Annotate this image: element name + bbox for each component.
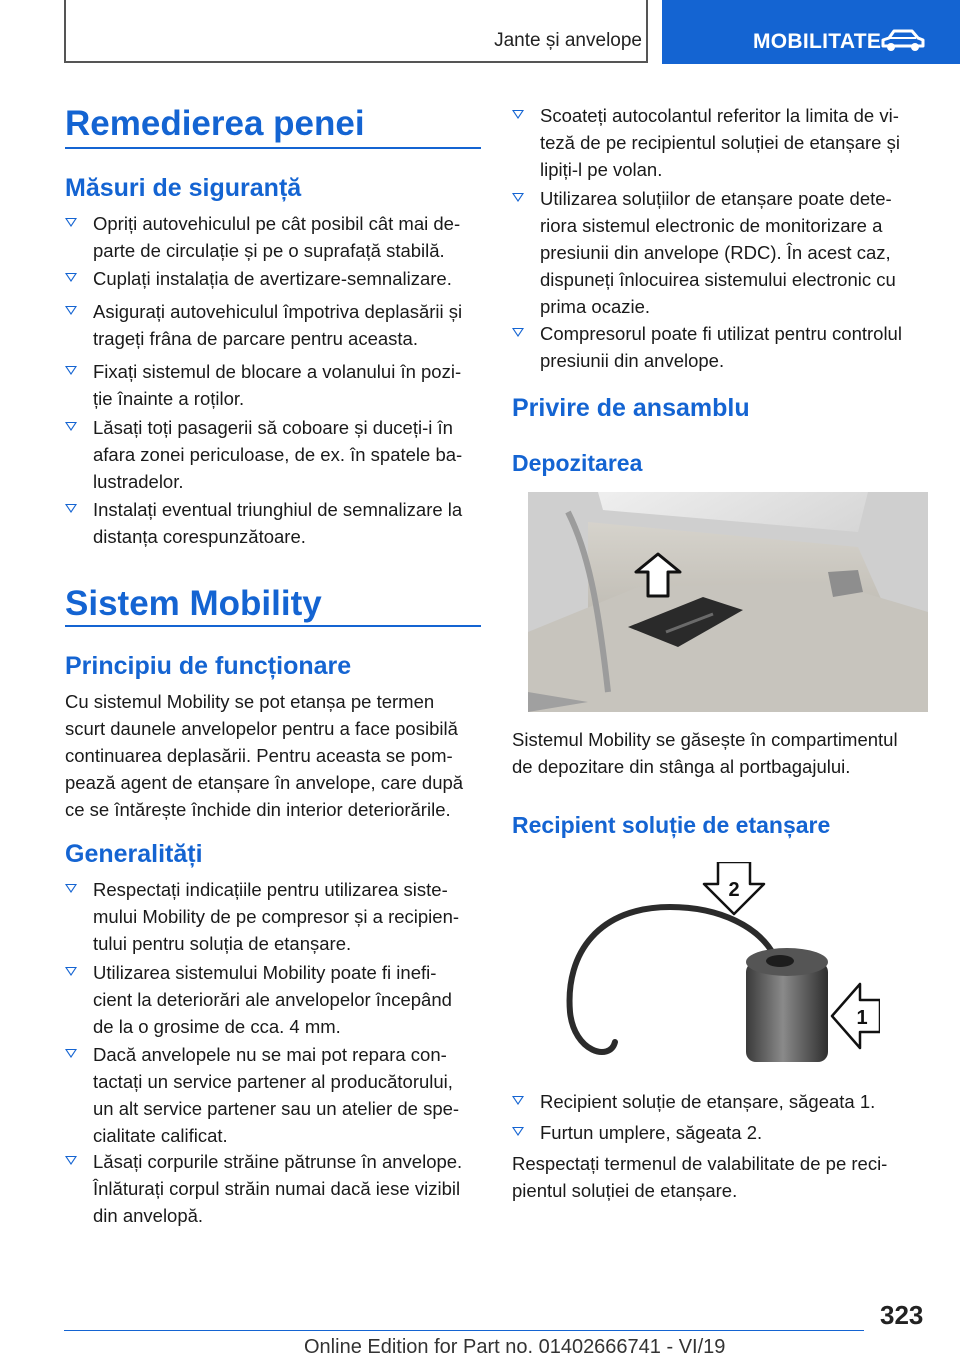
title-remediere: Remedierea penei (65, 104, 365, 143)
bullet-icon (512, 110, 524, 119)
list-item-text: Opriți autovehiculul pe cât posibil cât mai de- parte de circulație și pe o suprafață stabilă. (93, 213, 461, 261)
heading-principiu: Principiu de funcționare (65, 652, 352, 680)
bullet-icon (65, 218, 77, 227)
header-tab-mobilitate[interactable] (662, 0, 960, 64)
footer-rule (64, 1330, 864, 1331)
bullet-icon (65, 422, 77, 431)
bullet-icon (65, 1156, 77, 1165)
list-item-text: Asigurați autovehiculul împotriva deplasării și trageți frâna de parcare pentru aceasta. (93, 301, 463, 349)
footer-edition: Online Edition for Part no. 01402666741 - VI/19 (304, 1336, 726, 1358)
list-item-text: Dacă anvelopele nu se mai pot repara con- tactați un service partener al producătorului, un alt service partener sau un atelier de spe- cialitate calificat. (93, 1044, 460, 1146)
list-item-text: Fixați sistemul de blocare a volanului în pozi- ție înainte a roților. (93, 361, 462, 409)
heading-depozitarea: Depozitarea (512, 450, 643, 476)
trunk-storage-photo (528, 492, 928, 712)
list-item-text: Scoateți autocolantul referitor la limita de vi- teză de pe recipientul soluției de etanșare și lipiți-l pe volan. (540, 105, 900, 180)
list-item-text: Lăsați toți pasagerii să coboare și duceți-i în afara zonei periculoase, de ex. în spatele ba- lustradelor. (93, 417, 463, 492)
heading-privire: Privire de ansamblu (512, 394, 750, 422)
heading-generalitati: Generalități (65, 840, 203, 868)
bullet-icon (65, 884, 77, 893)
heading-masuri: Măsuri de siguranță (65, 174, 302, 202)
list-item-text: Recipient soluție de etanșare, săgeata 1. (540, 1091, 876, 1112)
arrow-label-2: 2 (728, 879, 740, 901)
depozitarea-text: Sistemul Mobility se găsește în compartimentul de depozitare din stânga al portbagajului. (512, 729, 898, 777)
car-icon (880, 28, 926, 54)
bullet-icon (512, 1096, 524, 1105)
list-item-text: Respectați indicațiile pentru utilizarea siste- mului Mobility de pe compresor și a recipien- tului pentru soluția de etanșare. (93, 879, 460, 954)
list-item-text: Compresorul poate fi utilizat pentru controlul presiunii din anvelope. (540, 323, 902, 371)
bullet-icon (512, 1127, 524, 1136)
title-mobility: Sistem Mobility (65, 584, 322, 623)
list-item-text: Instalați eventual triunghiul de semnalizare la distanța corespunzătoare. (93, 499, 463, 547)
header-section-title: Jante și anvelope (494, 30, 642, 51)
bullet-icon (65, 967, 77, 976)
list-item-text: Utilizarea sistemului Mobility poate fi inefi- cient la deteriorări ale anvelopelor începând de la o grosime de cca. 4 mm. (93, 962, 452, 1037)
bullet-icon (65, 1049, 77, 1058)
heading-recipient: Recipient soluție de etanșare (512, 812, 831, 838)
title-rule (65, 625, 481, 627)
title-rule (65, 147, 481, 149)
list-item-text: Cuplați instalația de avertizare-semnalizare. (93, 268, 452, 289)
arrow-label-1: 1 (856, 1007, 868, 1029)
bullet-icon (512, 193, 524, 202)
principiu-text: Cu sistemul Mobility se pot etanșa pe termen scurt daunele anvelopelor pentru a face posibilă continuarea deplasării. Pentru aceasta se pom- pează agent de etanșare în anvelope, care după ce se întărește închide din interior deteriorările. (65, 691, 464, 820)
sealant-container-illustration (560, 862, 880, 1068)
header-tab-label: MOBILITATE (753, 30, 882, 53)
page-number: 323 (880, 1300, 924, 1330)
recipient-text: Respectați termenul de valabilitate de pe reci- pientul soluției de etanșare. (512, 1153, 888, 1201)
bullet-icon (65, 306, 77, 315)
bullet-icon (65, 366, 77, 375)
list-item-text: Lăsați corpurile străine pătrunse în anvelope. Înlăturați corpul străin numai dacă iese vizibil din anvelopă. (93, 1151, 463, 1226)
bullet-icon (512, 328, 524, 337)
bullet-icon (65, 504, 77, 513)
bullet-icon (65, 273, 77, 282)
list-item-text: Furtun umplere, săgeata 2. (540, 1122, 763, 1143)
list-item-text: Utilizarea soluțiilor de etanșare poate dete- riora sistemul electronic de monitorizare a presiunii din anvelope (RDC). În acest caz, dispuneți înlocuirea sistemului electronic cu prima ocazie. (540, 188, 896, 317)
